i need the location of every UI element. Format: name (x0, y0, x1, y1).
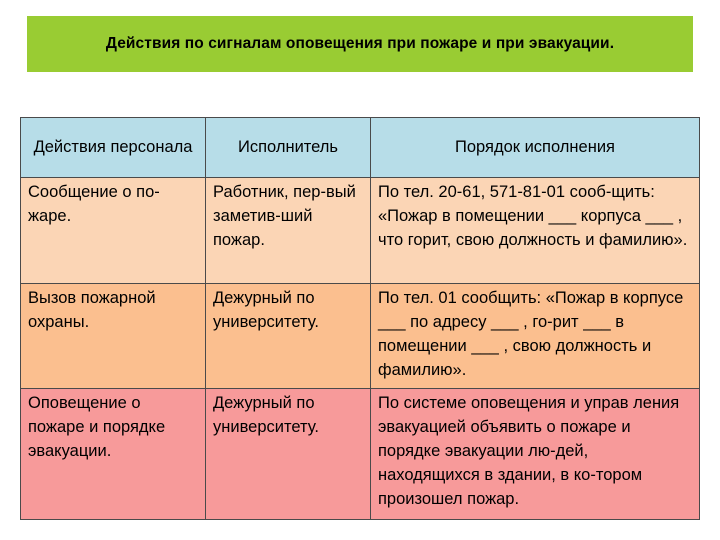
cell-executor: Дежурный по университету. (206, 284, 371, 389)
cell-executor: Работник, пер-вый заметив-ший пожар. (206, 178, 371, 284)
cell-procedure: По тел. 01 сообщить: «Пожар в корпусе ___ по адресу ___ , го-рит ___ в помещении ___ , свою должность и фамилию». (371, 284, 700, 389)
cell-action: Вызов пожарной охраны. (21, 284, 206, 389)
cell-executor: Дежурный по университету. (206, 389, 371, 520)
table-row (21, 284, 700, 389)
header-procedure: Порядок исполнения (371, 118, 700, 178)
header-executor: Исполнитель (206, 118, 371, 178)
header-actions: Действия персонала (21, 118, 206, 178)
table-row (21, 389, 700, 520)
cell-action: Сообщение о по-жаре. (21, 178, 206, 284)
cell-procedure: По системе оповещения и управ ления эвакуацией объявить о пожаре и порядке эвакуации лю-дей, находящихся в здании, в ко-тором произошел пожар. (371, 389, 700, 520)
page-title: Действия по сигналам оповещения при пожаре и при эвакуации. (105, 35, 615, 52)
table-header-row (21, 118, 700, 178)
actions-table (20, 117, 700, 520)
table-row (21, 178, 700, 284)
cell-action: Оповещение о пожаре и порядке эвакуации. (21, 389, 206, 520)
cell-procedure: По тел. 20-61, 571-81-01 сооб-щить: «Пожар в помещении ___ корпуса ___ , что горит, свою должность и фамилию». (371, 178, 700, 284)
title-banner (27, 16, 693, 72)
